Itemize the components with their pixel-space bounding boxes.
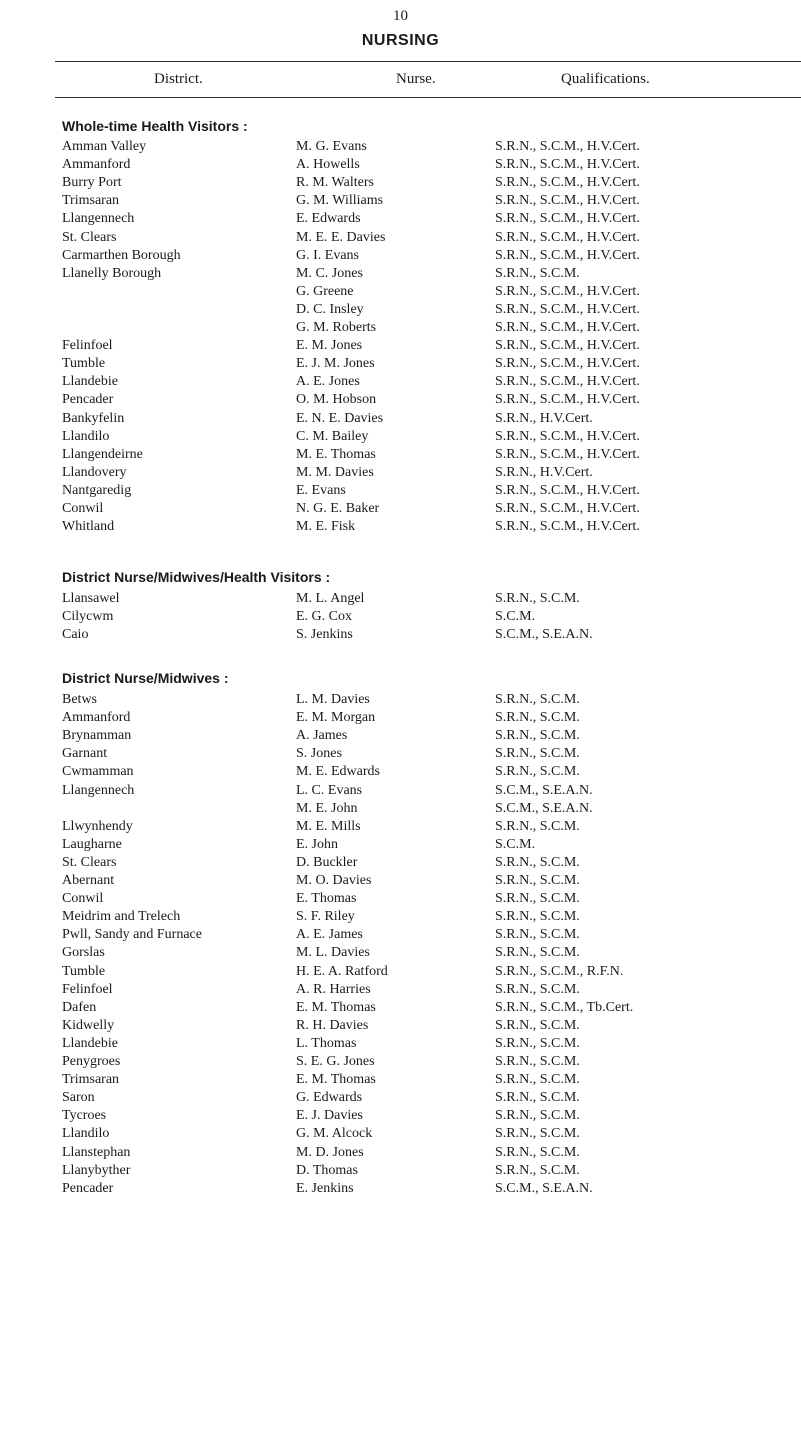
district-cell: Tycroes (62, 1108, 107, 1124)
table-row (0, 1107, 801, 1125)
qualifications-cell: S.R.N., S.C.M., H.V.Cert. (495, 193, 640, 209)
table-row (0, 944, 801, 962)
qualifications-cell: S.R.N., S.C.M. (495, 1162, 580, 1178)
nurse-cell: O. M. Hobson (296, 392, 377, 408)
nurse-cell: A. E. Jones (296, 374, 360, 390)
district-cell: Cwmamman (62, 764, 134, 780)
nurse-cell: R. M. Walters (296, 175, 374, 191)
qualifications-cell: S.R.N., S.C.M., H.V.Cert. (495, 320, 640, 335)
table-row (0, 500, 801, 518)
district-cell: Abernant (62, 873, 115, 888)
district-cell: Llandebie (62, 1035, 118, 1051)
qualifications-cell: S.R.N., S.C.M. (495, 265, 580, 281)
table-row (0, 428, 801, 446)
nurse-cell: E. J. M. Jones (296, 356, 375, 372)
qualifications-cell: S.C.M., S.E.A.N. (495, 1180, 593, 1196)
qualifications-cell: S.R.N., S.C.M., H.V.Cert. (495, 338, 640, 354)
district-cell: Penygroes (62, 1054, 121, 1069)
district-cell: Kidwelly (62, 1017, 115, 1033)
district-cell: Llwynhendy (62, 818, 133, 834)
qualifications-cell: S.C.M., S.E.A.N. (495, 782, 593, 798)
nurse-cell: A. E. James (296, 927, 363, 943)
nurse-cell: M. M. Davies (296, 464, 374, 480)
district-cell: Llangennech (62, 782, 135, 798)
district-cell: Tumble (62, 963, 106, 979)
nurse-cell: M. E. Thomas (296, 446, 376, 462)
qualifications-cell: S.R.N., S.C.M. (495, 945, 580, 961)
nurse-cell: G. M. Williams (296, 193, 384, 209)
qualifications-cell: S.R.N., S.C.M. (495, 818, 580, 834)
table-row (0, 818, 801, 836)
table-row (0, 247, 801, 265)
nurse-cell: E. M. Thomas (296, 999, 376, 1015)
table-row (0, 410, 801, 428)
table-row (0, 518, 801, 536)
table-row (0, 210, 801, 228)
nurse-cell: E. G. Cox (296, 609, 352, 625)
district-cell: Pwll, Sandy and Furnace (62, 927, 202, 943)
nurse-cell: A. James (296, 728, 348, 744)
qualifications-cell: S.R.N., S.C.M. (495, 692, 580, 707)
qualifications-cell: S.R.N., S.C.M., H.V.Cert. (495, 392, 640, 408)
district-cell: Trimsaran (62, 1072, 120, 1088)
qualifications-cell: S.R.N., S.C.M. (495, 891, 580, 907)
table-row (0, 229, 801, 247)
qualifications-cell: S.R.N., S.C.M. (495, 1144, 580, 1160)
qualifications-cell: S.R.N., S.C.M. (495, 909, 580, 925)
table-row (0, 337, 801, 355)
district-cell: Cilycwm (62, 609, 114, 625)
table-row (0, 1144, 801, 1162)
table-row (0, 691, 801, 709)
table-row (0, 782, 801, 800)
qualifications-cell: S.R.N., S.C.M., H.V.Cert. (495, 211, 640, 227)
table-row (0, 373, 801, 391)
nurse-cell: L. M. Davies (296, 692, 370, 707)
district-cell: Llanybyther (62, 1162, 131, 1178)
district-cell: Llanelly Borough (62, 265, 162, 281)
table-row (0, 800, 801, 818)
qualifications-cell: S.R.N., S.C.M., H.V.Cert. (495, 229, 640, 245)
qualifications-cell: S.R.N., S.C.M., H.V.Cert. (495, 519, 640, 535)
nurse-cell: G. I. Evans (296, 247, 359, 263)
district-cell: Llandilo (62, 1126, 110, 1142)
table-row (0, 908, 801, 926)
district-cell: Bankyfelin (62, 410, 125, 426)
qualifications-cell: S.R.N., S.C.M., H.V.Cert. (495, 501, 640, 516)
district-cell: St. Clears (62, 229, 117, 245)
table-row (0, 301, 801, 319)
district-cell: Ammanford (62, 157, 131, 173)
table-row (0, 265, 801, 283)
nurse-cell: A. Howells (296, 157, 360, 173)
qualifications-cell: S.R.N., S.C.M., Tb.Cert. (495, 999, 634, 1015)
nurse-cell: A. R. Harries (296, 981, 371, 997)
table-row (0, 1162, 801, 1180)
nurse-cell: M. G. Evans (296, 139, 367, 154)
section-heading: District Nurse/Midwives : (62, 670, 229, 686)
district-cell: Carmarthen Borough (62, 247, 181, 263)
district-cell: Ammanford (62, 710, 131, 726)
district-cell: Brynamman (62, 728, 132, 744)
district-cell: Whitland (62, 519, 115, 535)
district-cell: Trimsaran (62, 193, 120, 209)
table-row (0, 727, 801, 745)
qualifications-cell: S.R.N., S.C.M. (495, 1035, 580, 1051)
table-row (0, 192, 801, 210)
district-cell: Meidrim and Trelech (62, 909, 181, 925)
nurse-cell: M. E. Mills (296, 818, 361, 834)
table-row (0, 482, 801, 500)
table-row (0, 981, 801, 999)
nurse-cell: M. O. Davies (296, 873, 372, 888)
header-rule-bottom (55, 97, 801, 98)
district-cell: Llangennech (62, 211, 135, 227)
qualifications-cell: S.R.N., H.V.Cert. (495, 410, 593, 426)
district-cell: Nantgaredig (62, 482, 132, 498)
qualifications-cell: S.R.N., S.C.M., H.V.Cert. (495, 283, 640, 299)
district-cell: Laugharne (62, 836, 122, 852)
qualifications-cell: S.R.N., S.C.M., H.V.Cert. (495, 247, 640, 263)
district-cell: Llansawel (62, 591, 120, 606)
table-row (0, 926, 801, 944)
nurse-cell: M. E. John (296, 800, 358, 816)
table-row (0, 446, 801, 464)
qualifications-cell: S.R.N., S.C.M. (495, 591, 580, 606)
qualifications-cell: S.R.N., S.C.M., H.V.Cert. (495, 482, 640, 498)
nurse-cell: S. E. G. Jones (296, 1054, 375, 1069)
table-row (0, 464, 801, 482)
table-row (0, 999, 801, 1017)
district-cell: Conwil (62, 501, 104, 516)
qualifications-cell: S.R.N., S.C.M. (495, 981, 580, 997)
table-row (0, 1053, 801, 1071)
column-header-district: District. (154, 71, 203, 87)
nurse-cell: E. J. Davies (296, 1108, 363, 1124)
district-cell: Llanstephan (62, 1144, 131, 1160)
table-row (0, 745, 801, 763)
table-row (0, 156, 801, 174)
nurse-cell: M. E. Fisk (296, 519, 356, 535)
header-rule-top (55, 61, 801, 62)
qualifications-cell: S.R.N., S.C.M. (495, 710, 580, 726)
district-cell: Burry Port (62, 175, 122, 191)
section-heading: District Nurse/Midwives/Health Visitors : (62, 569, 331, 585)
nurse-cell: M. E. Edwards (296, 764, 380, 780)
table-row (0, 590, 801, 608)
table-row (0, 1035, 801, 1053)
district-cell: Felinfoel (62, 981, 113, 997)
district-cell: Saron (62, 1090, 95, 1106)
table-row (0, 709, 801, 727)
qualifications-cell: S.R.N., S.C.M., H.V.Cert. (495, 157, 640, 173)
nurse-cell: E. Jenkins (296, 1180, 354, 1196)
nurse-cell: M. C. Jones (296, 265, 363, 281)
nurse-cell: D. Buckler (296, 854, 358, 870)
qualifications-cell: S.R.N., S.C.M., H.V.Cert. (495, 428, 640, 444)
qualifications-cell: S.R.N., S.C.M. (495, 1017, 580, 1033)
qualifications-cell: S.R.N., S.C.M., H.V.Cert. (495, 139, 640, 154)
table-row (0, 608, 801, 626)
page-number: 10 (393, 8, 408, 24)
qualifications-cell: S.R.N., S.C.M. (495, 746, 580, 762)
table-row (0, 763, 801, 781)
qualifications-cell: S.R.N., S.C.M. (495, 728, 580, 744)
district-cell: Garnant (62, 746, 108, 762)
table-row (0, 1017, 801, 1035)
nurse-cell: E. M. Morgan (296, 710, 376, 726)
nurse-cell: D. C. Insley (296, 301, 364, 317)
qualifications-cell: S.R.N., S.C.M. (495, 873, 580, 888)
district-cell: Dafen (62, 999, 97, 1015)
table-row (0, 355, 801, 373)
nurse-cell: E. M. Jones (296, 338, 363, 354)
nurse-cell: R. H. Davies (296, 1017, 369, 1033)
district-cell: Betws (62, 692, 97, 707)
nurse-cell: E. N. E. Davies (296, 410, 384, 426)
district-cell: Llandebie (62, 374, 118, 390)
nurse-cell: S. Jenkins (296, 627, 353, 643)
table-row (0, 174, 801, 192)
district-cell: Conwil (62, 891, 104, 907)
qualifications-cell: S.R.N., S.C.M. (495, 927, 580, 943)
qualifications-cell: S.R.N., S.C.M. (495, 1090, 580, 1106)
qualifications-cell: S.C.M., S.E.A.N. (495, 800, 593, 816)
column-header-qualifications: Qualifications. (561, 71, 650, 87)
qualifications-cell: S.C.M. (495, 609, 536, 625)
table-row (0, 391, 801, 409)
district-cell: Felinfoel (62, 338, 113, 354)
nurse-cell: G. M. Roberts (296, 320, 377, 335)
table-row (0, 1180, 801, 1198)
district-cell: Pencader (62, 1180, 114, 1196)
qualifications-cell: S.R.N., S.C.M. (495, 764, 580, 780)
district-cell: Gorslas (62, 945, 105, 961)
district-cell: Caio (62, 627, 89, 643)
table-row (0, 626, 801, 644)
district-cell: Pencader (62, 392, 114, 408)
table-row (0, 963, 801, 981)
nurse-cell: S. Jones (296, 746, 342, 762)
qualifications-cell: S.R.N., S.C.M. (495, 1126, 580, 1142)
qualifications-cell: S.R.N., S.C.M. (495, 1108, 580, 1124)
page-title: NURSING (361, 32, 440, 49)
district-cell: Tumble (62, 356, 106, 372)
column-header-nurse: Nurse. (396, 71, 436, 87)
nurse-cell: S. F. Riley (296, 909, 355, 925)
table-row (0, 872, 801, 890)
table-row (0, 854, 801, 872)
district-cell: Llandilo (62, 428, 110, 444)
table-row (0, 138, 801, 156)
qualifications-cell: S.C.M., S.E.A.N. (495, 627, 593, 643)
nurse-cell: C. M. Bailey (296, 428, 369, 444)
nurse-cell: G. Greene (296, 283, 354, 299)
nurse-cell: E. John (296, 836, 338, 852)
nurse-cell: E. Evans (296, 482, 346, 498)
nurse-cell: G. M. Alcock (296, 1126, 373, 1142)
table-row (0, 1089, 801, 1107)
qualifications-cell: S.R.N., S.C.M., H.V.Cert. (495, 356, 640, 372)
qualifications-cell: S.R.N., S.C.M., H.V.Cert. (495, 374, 640, 390)
nurse-cell: M. L. Angel (296, 591, 365, 606)
nurse-cell: E. M. Thomas (296, 1072, 376, 1088)
nurse-cell: M. L. Davies (296, 945, 370, 961)
nurse-cell: E. Edwards (296, 211, 361, 227)
qualifications-cell: S.R.N., S.C.M., H.V.Cert. (495, 301, 640, 317)
qualifications-cell: S.R.N., S.C.M., R.F.N. (495, 963, 624, 979)
district-cell: Llandovery (62, 464, 127, 480)
section-heading: Whole-time Health Visitors : (62, 118, 248, 134)
nurse-cell: M. D. Jones (296, 1144, 364, 1160)
district-cell: Amman Valley (62, 139, 147, 154)
nurse-cell: L. Thomas (296, 1035, 357, 1051)
district-cell: Llangendeirne (62, 446, 143, 462)
nurse-cell: M. E. E. Davies (296, 229, 386, 245)
nurse-cell: N. G. E. Baker (296, 501, 380, 516)
qualifications-cell: S.R.N., S.C.M. (495, 1072, 580, 1088)
table-row (0, 836, 801, 854)
qualifications-cell: S.R.N., S.C.M. (495, 854, 580, 870)
nurse-cell: L. C. Evans (296, 782, 363, 798)
nurse-cell: G. Edwards (296, 1090, 363, 1106)
table-row (0, 1125, 801, 1143)
district-cell: St. Clears (62, 854, 117, 870)
qualifications-cell: S.R.N., S.C.M., H.V.Cert. (495, 175, 640, 191)
nurse-cell: H. E. A. Ratford (296, 963, 388, 979)
qualifications-cell: S.R.N., S.C.M. (495, 1054, 580, 1069)
table-row (0, 890, 801, 908)
qualifications-cell: S.R.N., S.C.M., H.V.Cert. (495, 446, 640, 462)
qualifications-cell: S.C.M. (495, 836, 536, 852)
table-row (0, 283, 801, 301)
nurse-cell: D. Thomas (296, 1162, 358, 1178)
table-row (0, 319, 801, 337)
table-row (0, 1071, 801, 1089)
qualifications-cell: S.R.N., H.V.Cert. (495, 464, 593, 480)
nurse-cell: E. Thomas (296, 891, 357, 907)
